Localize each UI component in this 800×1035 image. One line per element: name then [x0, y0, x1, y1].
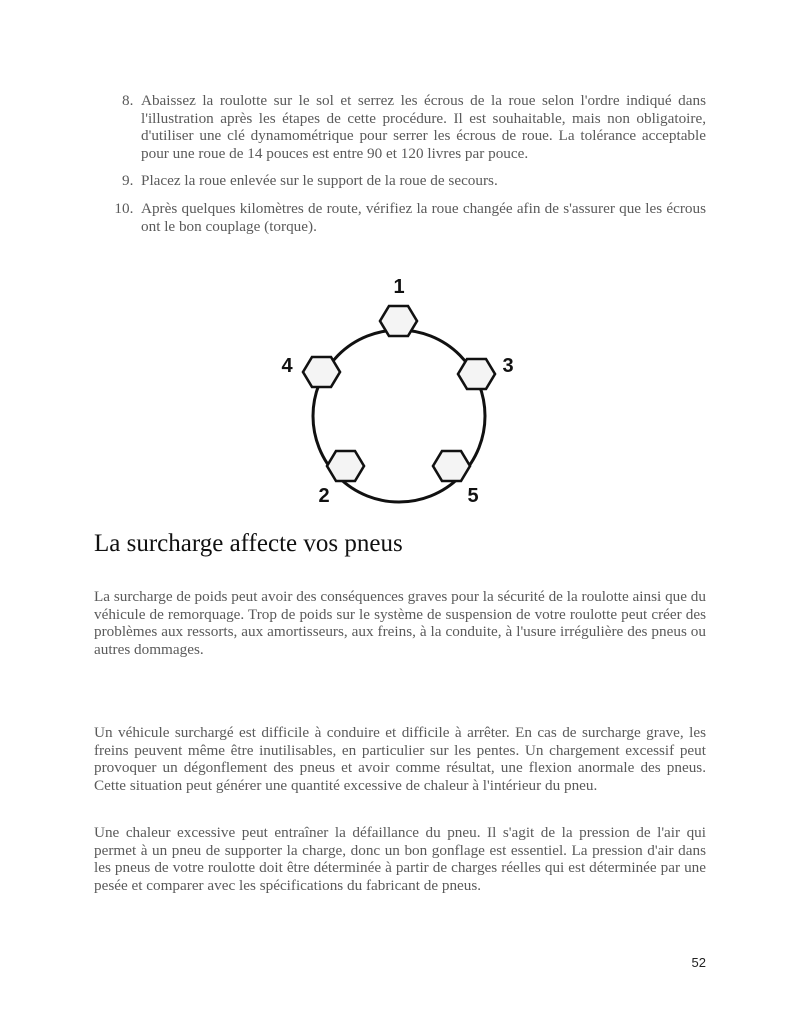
- procedure-steps: [94, 92, 706, 245]
- lug-nut-hexagon: [433, 451, 470, 481]
- step-item: [94, 172, 706, 190]
- nut-label-1: 1: [393, 276, 405, 298]
- body-paragraph: Un véhicule surchargé est difficile à conduire et difficile à arrêter. En cas de surcharge grave, les freins peuvent même être inutilisables, en particulier sur les pentes. Un chargement excessif peut provoquer un dégonflement des pneus et avoir comme résultat, une flexion anormale des pneus. Cette situation peut générer une quantité excessive de chaleur à l'intérieur du pneu.: [94, 724, 706, 794]
- nut-label-5: 5: [467, 485, 479, 507]
- lug-nut-hexagon: [380, 306, 417, 336]
- body-paragraph: La surcharge de poids peut avoir des conséquences graves pour la sécurité de la roulotte ainsi que du véhicule de remorquage. Trop de poids sur le système de suspension de votre roulotte peut créer des problèmes aux ressorts, aux amortisseurs, aux freins, à la conduite, à l'usure irrégulière des pneus ou autres dommages.: [94, 588, 706, 658]
- step-number: 9.: [122, 172, 134, 190]
- step-text: Après quelques kilomètres de route, vérifiez la roue changée afin de s'assurer que les écrous ont le bon couplage (torque).: [141, 199, 706, 235]
- nut-label-4: 4: [281, 355, 293, 377]
- lug-nut-hexagon: [458, 359, 495, 389]
- nut-label-2: 2: [318, 485, 330, 507]
- nut-label-3: 3: [502, 355, 514, 377]
- lug-nut-hexagon: [303, 357, 340, 387]
- lug-nut-hexagon: [327, 451, 364, 481]
- section-title: La surcharge affecte vos pneus: [94, 530, 403, 557]
- step-text: Placez la roue enlevée sur le support de la roue de secours.: [141, 172, 498, 190]
- step-text: Abaissez la roulotte sur le sol et serrez les écrous de la roue selon l'ordre indiqué dans l'illustration après les étapes de cette procédure. Il est souhaitable, mais non obligatoire, d'utiliser une clé dynamométrique pour serrer les écrous de roue. La tolérance acceptable pour une roue de 14 pouces est entre 90 et 120 livres par pouce.: [141, 92, 706, 162]
- step-number: 8.: [122, 92, 134, 109]
- step-item: [94, 200, 706, 235]
- body-paragraph: Une chaleur excessive peut entraîner la défaillance du pneu. Il s'agit de la pression de l'air qui permet à un pneu de supporter la charge, donc un bon gonflage est essentiel. La pression d'air dans les pneus de votre roulotte doit être déterminée à partir de charges réelles qui est déterminée par une pesée et comparer avec les spécifications du fabricant de pneus.: [94, 824, 706, 894]
- step-item: [94, 92, 706, 162]
- page-number: 52: [691, 955, 706, 970]
- lug-nut-tightening-diagram: [270, 270, 520, 510]
- step-number: 10.: [114, 199, 134, 217]
